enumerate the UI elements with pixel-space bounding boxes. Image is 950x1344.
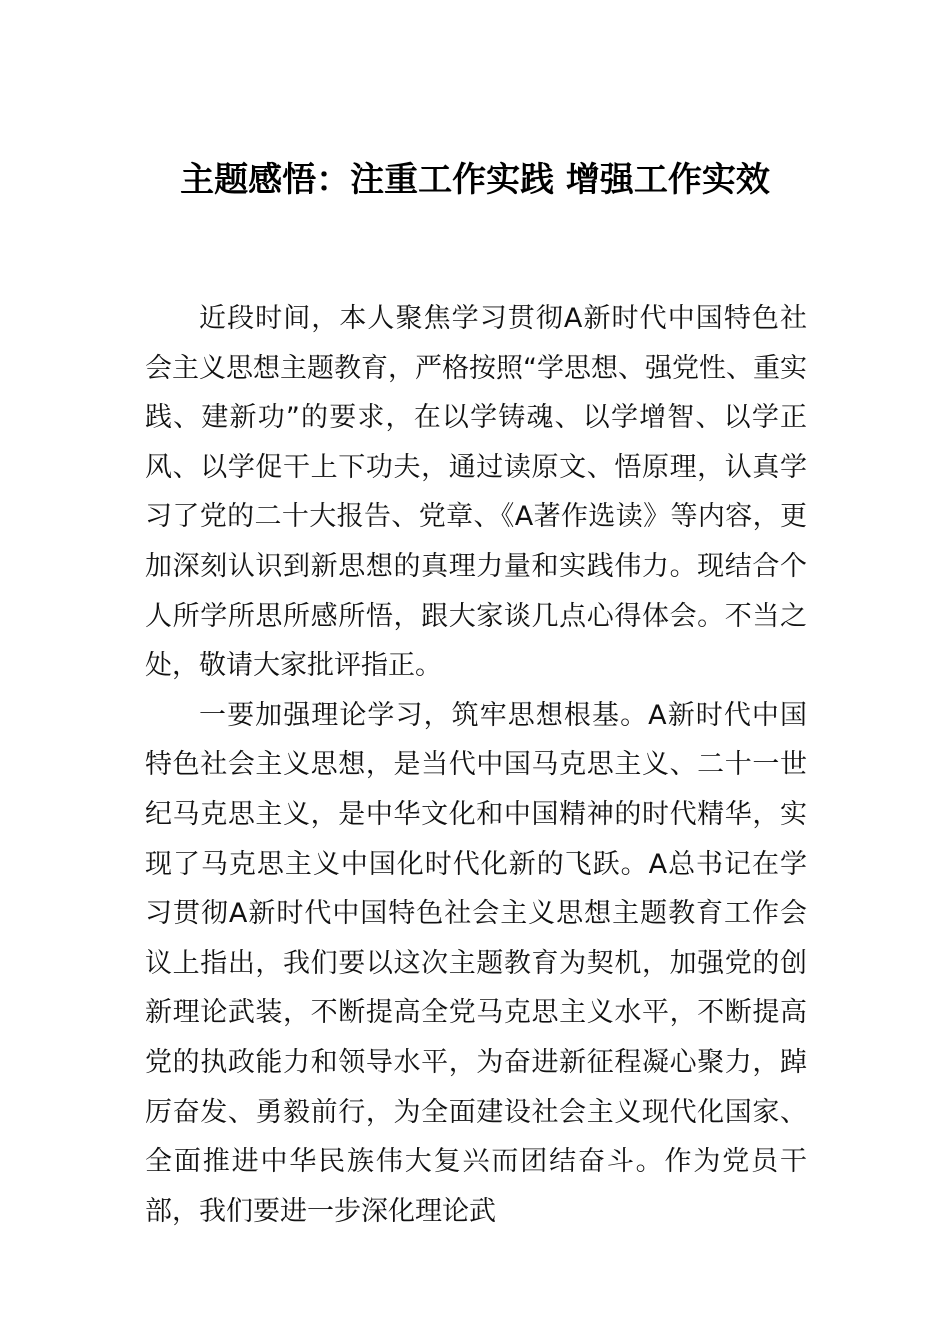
paragraph-point-one: 一要加强理论学习，筑牢思想根基。A新时代中国特色社会主义思想，是当代中国马克思主义、二十一世纪马克思主义，是中华文化和中国精神的时代精华，实现了马克思主义中国化时代化新的飞跃。A总书记在学习贯彻A新时代中国特色社会主义思想主题教育工作会议上指出，我们要以这次主题教育为契机，加强党的创新理论武装，不断提高全党马克思主义水平，不断提高党的执政能力和领导水平，为奋进新征程凝心聚力，踔厉奋发、勇毅前行，为全面建设社会主义现代化国家、全面推进中华民族伟大复兴而团结奋斗。作为党员干部，我们要进一步深化理论武: [145, 699, 807, 1227]
document-title: 主题感悟：注重工作实践 增强工作实效: [180, 160, 770, 200]
document-body: [145, 294, 807, 1236]
paragraph-intro: 近段时间，本人聚焦学习贯彻A新时代中国特色社会主义思想主题教育，严格按照“学思想、强党性、重实践、建新功”的要求，在以学铸魂、以学增智、以学正风、以学促干上下功夫，通过读原文、悟原理，认真学习了党的二十大报告、党章、《A著作选读》等内容，更加深刻认识到新思想的真理力量和实践伟力。现结合个人所学所思所感所悟，跟大家谈几点心得体会。不当之处，敬请大家批评指正。: [145, 303, 807, 682]
